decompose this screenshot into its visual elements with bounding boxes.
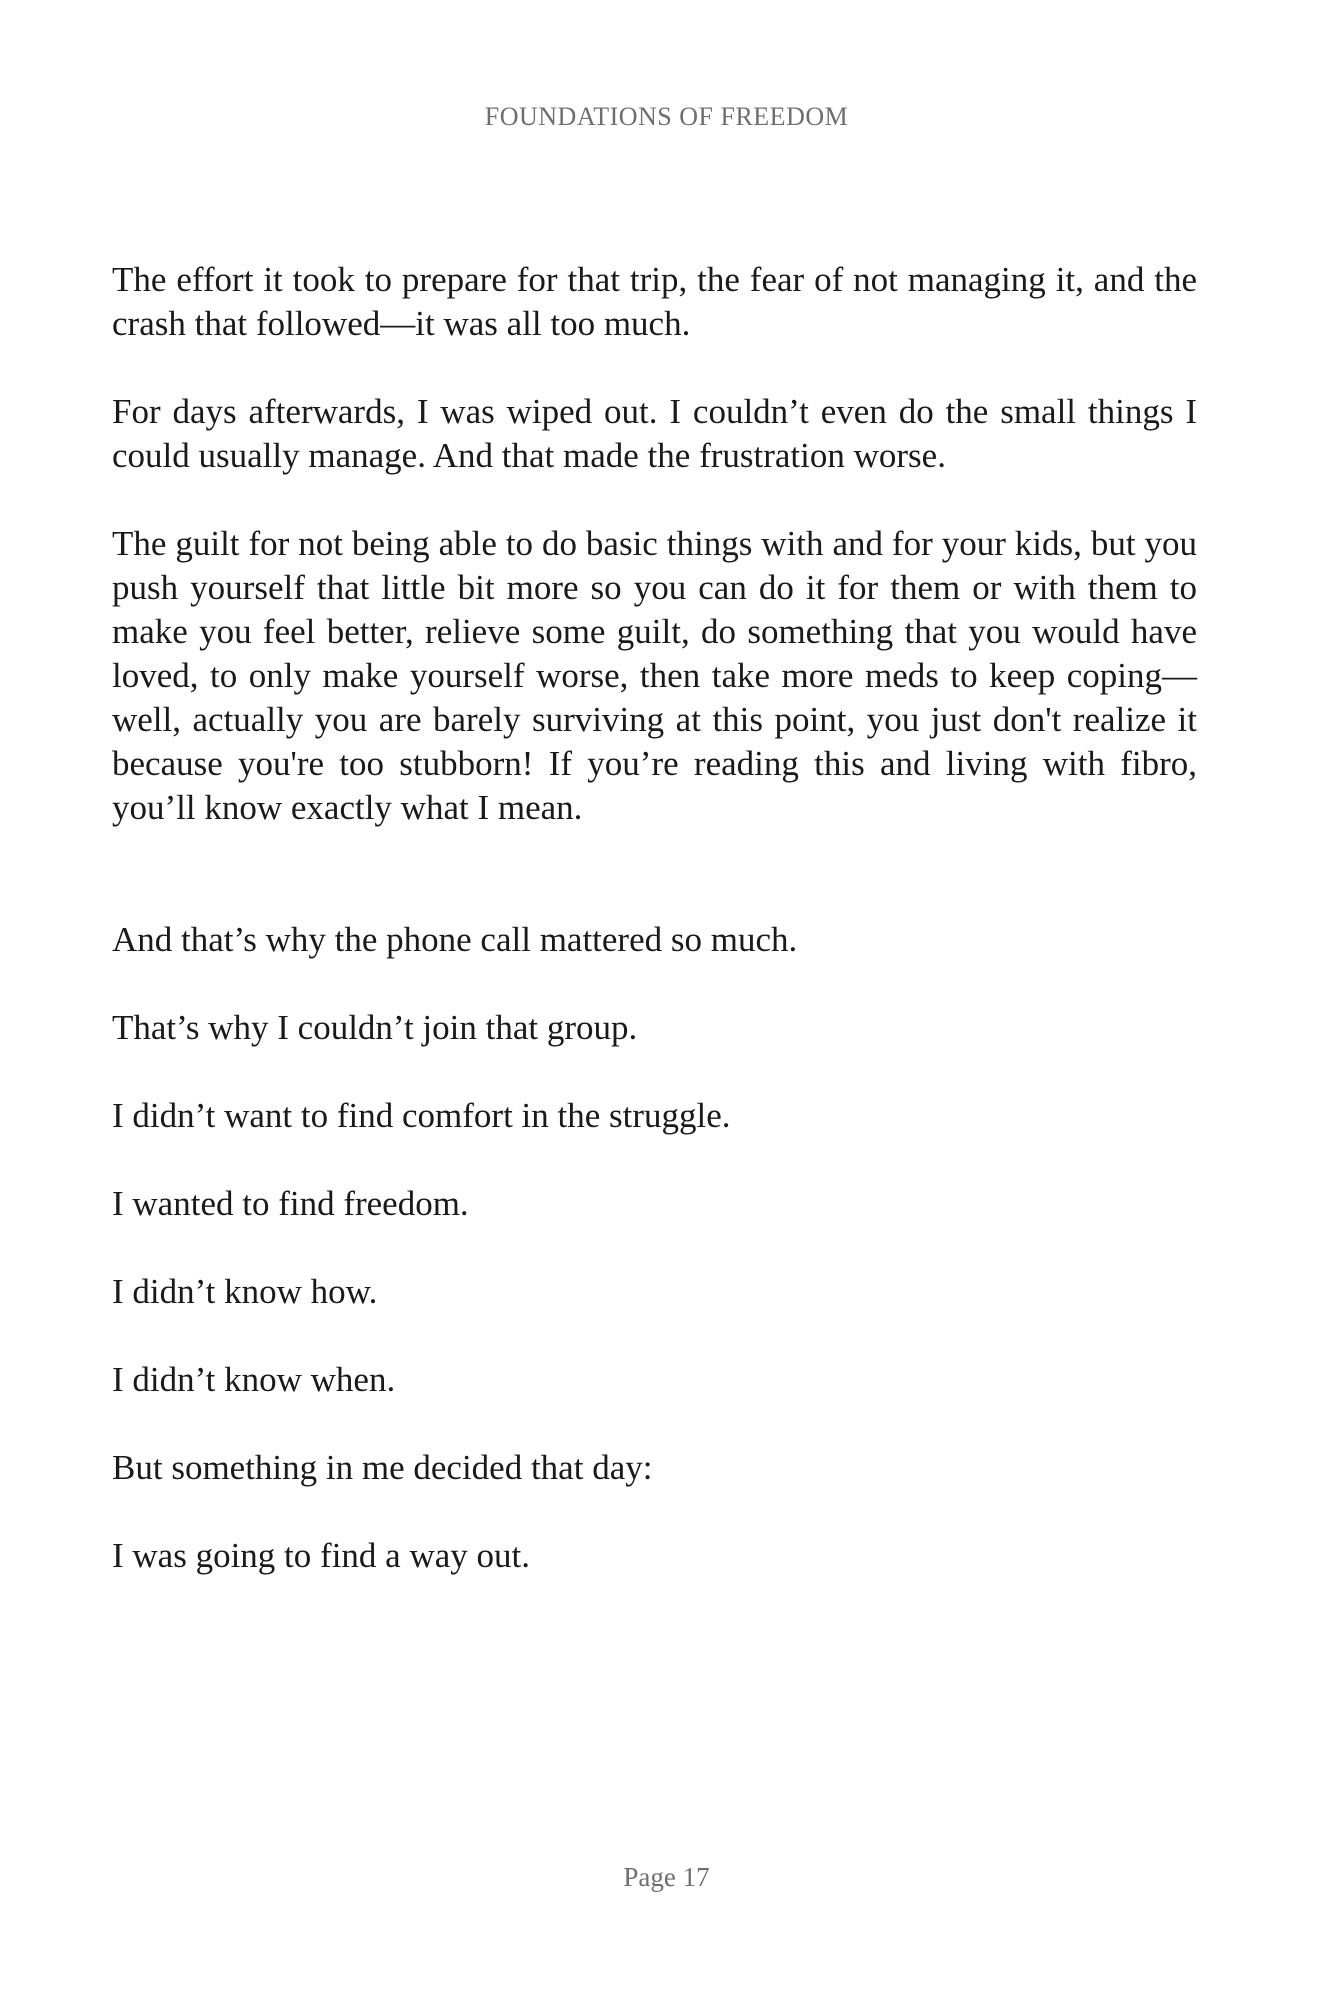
paragraph: The effort it took to prepare for that trip, the fear of not managing it, and the crash that followed—it was all too much. — [112, 260, 1197, 343]
short-line: I didn’t know how. — [112, 1272, 378, 1311]
running-header: FOUNDATIONS OF FREEDOM — [484, 102, 849, 131]
short-line: I was going to find a way out. — [112, 1536, 530, 1575]
short-line: I didn’t know when. — [112, 1360, 396, 1399]
short-line: I wanted to find freedom. — [112, 1184, 469, 1223]
page-body — [112, 258, 1197, 1578]
short-line: And that’s why the phone call mattered so much. — [112, 920, 798, 959]
paragraph: For days afterwards, I was wiped out. I couldn’t even do the small things I could usually manage. And that made the frustration worse. — [112, 392, 1197, 475]
paragraph: The guilt for not being able to do basic things with and for your kids, but you push yourself that little bit more so you can do it for them or with them to make you feel better, relieve some guilt, do something that you would have loved, to only make yourself worse, then take more meds to keep coping— well, actually you are barely surviving at this point, you just don't realize it because you're too stubborn! If you’re reading this and living with fibro, you’ll know exactly what I mean. — [112, 524, 1197, 827]
short-line: But something in me decided that day: — [112, 1448, 653, 1487]
short-line: That’s why I couldn’t join that group. — [112, 1008, 638, 1047]
short-lines-section — [112, 918, 1197, 1578]
short-line: I didn’t want to find comfort in the struggle. — [112, 1096, 731, 1135]
page-number: Page 17 — [623, 1862, 710, 1892]
